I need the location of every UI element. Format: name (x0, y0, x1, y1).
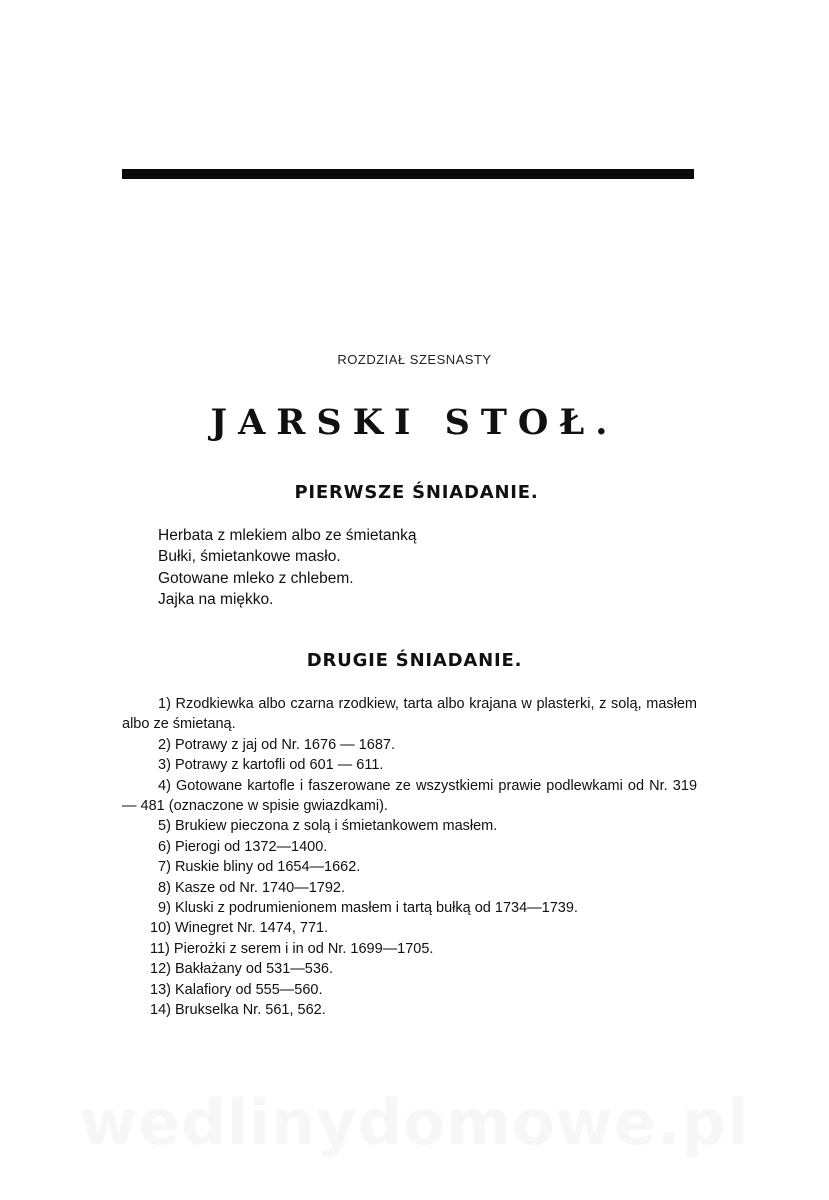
list-item: Gotowane mleko z chlebem. (158, 569, 354, 587)
list-item (122, 878, 697, 898)
item-number: 14) (150, 1002, 171, 1019)
item-number: 12) (150, 961, 171, 978)
second-breakfast-list (122, 694, 697, 1021)
list-item (122, 837, 697, 857)
item-number: 6) (158, 838, 171, 855)
item-text: Brukiew pieczona z solą i śmietankowem masłem. (174, 818, 498, 835)
chapter-label: ROZDZIAŁ SZESNASTY (337, 352, 492, 367)
item-number: 3) (158, 757, 171, 774)
list-item (122, 816, 697, 836)
list-item (122, 1000, 697, 1020)
list-item: Bułki, śmietankowe masło. (158, 548, 341, 566)
item-text: Potrawy z jaj od Nr. 1676 — 1687. (174, 736, 395, 753)
list-item (122, 755, 697, 775)
list-item (122, 980, 697, 1000)
list-item (122, 898, 697, 918)
list-item (122, 959, 697, 979)
list-item (122, 776, 697, 817)
item-number: 2) (158, 736, 171, 753)
section-heading-first-breakfast: PIERWSZE ŚNIADANIE. (294, 482, 539, 503)
item-text: Winegret Nr. 1474, 771. (175, 920, 329, 937)
item-text: Gotowane kartofle i faszerowane ze wszystkiemi prawie podlewkami od Nr. 319 — 481 (oznaczone w spisie gwiazdkami). (122, 777, 698, 815)
list-item (122, 735, 697, 755)
item-text: Kasze od Nr. 1740—1792. (174, 879, 346, 896)
item-number: 10) (150, 920, 171, 937)
page-title: JARSKI STOŁ. (210, 402, 619, 443)
list-item (122, 694, 697, 735)
item-text: Brukselka Nr. 561, 562. (175, 1002, 326, 1019)
item-text: Pierogi od 1372—1400. (174, 838, 328, 855)
item-number: 8) (158, 879, 171, 896)
item-text: Pierożki z serem i in od Nr. 1699—1705. (173, 940, 434, 957)
list-item: Herbata z mlekiem albo ze śmietanką (158, 527, 417, 544)
top-rule (122, 169, 694, 179)
item-text: Potrawy z kartofli od 601 — 611. (174, 757, 384, 774)
item-number: 9) (158, 900, 171, 917)
list-item (122, 857, 697, 877)
item-number: 7) (158, 859, 171, 876)
item-text: Kalafiory od 555—560. (175, 981, 323, 998)
list-item: Jajka na miękko. (158, 590, 274, 608)
item-number: 4) (158, 777, 171, 794)
item-number: 1) (158, 696, 171, 712)
item-number: 13) (150, 981, 171, 998)
item-text: Rzodkiewka albo czarna rzodkiew, tarta albo krajana w plasterki, z solą, masłem albo ze śmietaną. (122, 696, 697, 733)
list-item (122, 939, 697, 959)
item-text: Bakłażany od 531—536. (175, 961, 333, 978)
section-heading-second-breakfast: DRUGIE ŚNIADANIE. (306, 650, 523, 671)
list-item (122, 918, 697, 938)
first-breakfast-list (158, 525, 416, 610)
item-number: 5) (158, 818, 171, 835)
watermark: wedlinydomowe.pl (79, 1086, 750, 1159)
item-text: Ruskie bliny od 1654—1662. (174, 859, 361, 876)
item-text: Kluski z podrumienionem masłem i tartą bułką od 1734—1739. (174, 900, 578, 917)
item-number: 11) (150, 940, 170, 957)
